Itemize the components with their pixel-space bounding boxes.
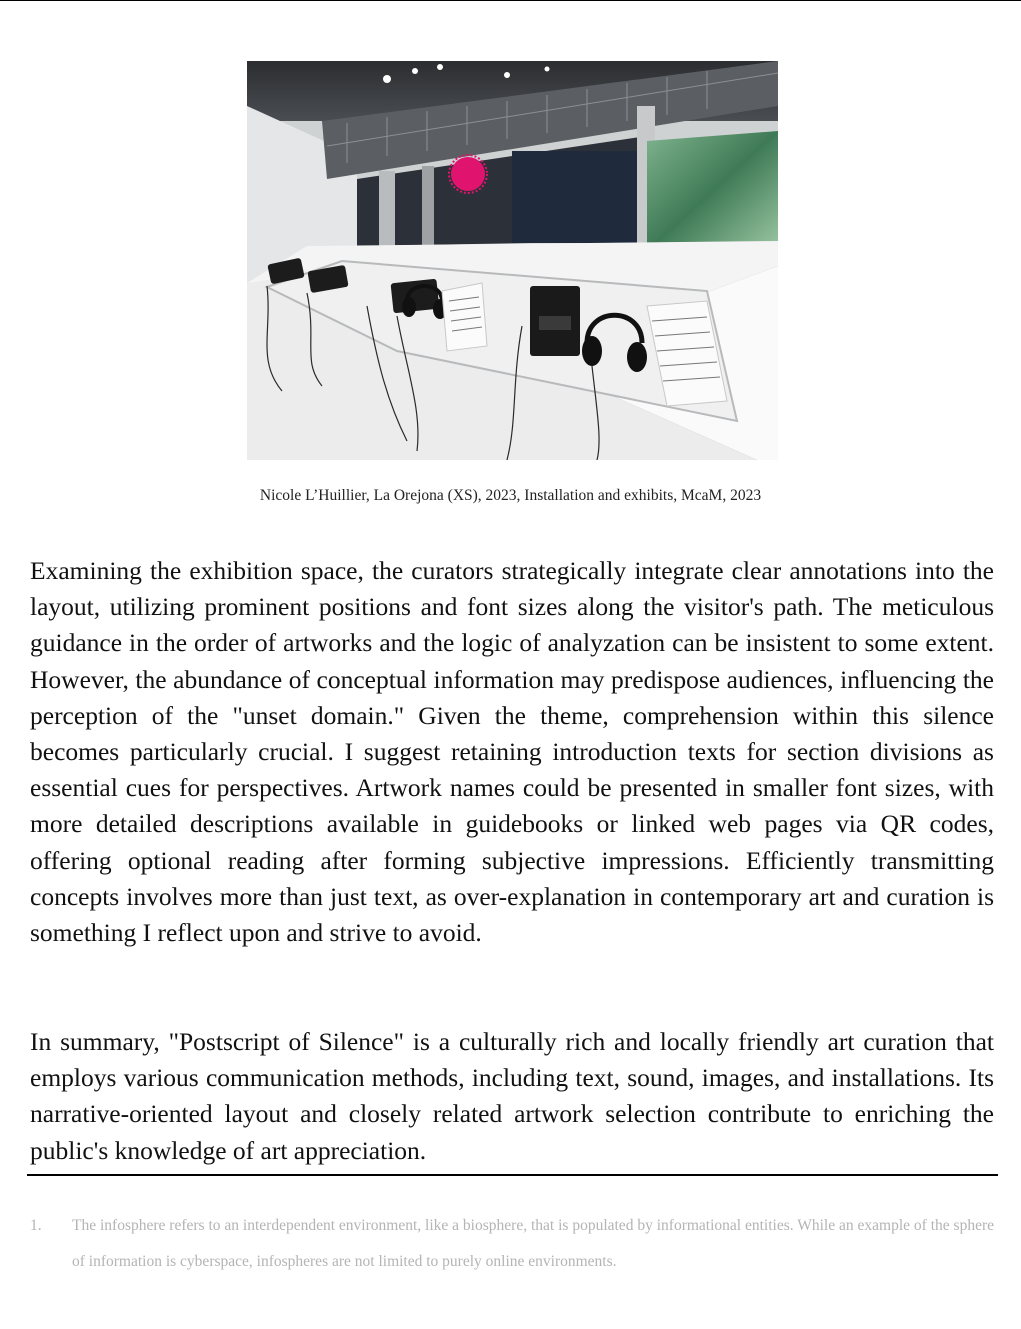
footnote-number: 1. [30,1217,42,1234]
figure-caption: Nicole L’Huillier, La Orejona (XS), 2023, Installation and exhibits, McaM, 2023 [259,487,762,504]
top-rule [0,0,1021,1]
footnote [30,1208,994,1280]
exhibition-photo [247,61,778,460]
footnote-divider [27,1174,998,1176]
body-paragraph: Examining the exhibition space, the curators strategically integrate clear annotations into the layout, utilizing prominent positions and font sizes along the visitor's path. The meticulous guidance in the order of artworks and the logic of analyzation can be insistent to some extent. However, the abundance of conceptual information may predispose audiences, influencing the perception of the "unset domain." Given the theme, comprehension within this silence becomes particularly crucial. I suggest retaining introduction texts for section divisions as essential cues for perspectives. Artwork names could be presented in smaller font sizes, with more detailed descriptions available in guidebooks or linked web pages via QR codes, offering optional reading after forming subjective impressions. Efficiently transmitting concepts involves more than just text, as over-explanation in contemporary art and curation is something I reflect upon and strive to avoid. [30,556,994,948]
summary-paragraph: In summary, "Postscript of Silence" is a culturally rich and locally friendly art curation that employs various communication methods, including text, sound, images, and installations. Its narrative-oriented layout and closely related artwork selection contribute to enriching the public's knowledge of art appreciation. [30,1027,994,1165]
footnote-text: The infosphere refers to an interdependent environment, like a biosphere, that is populated by informational entities. While an example of the sphere of information is cyberspace, infospheres are not limited to purely online environments. [72,1217,994,1270]
